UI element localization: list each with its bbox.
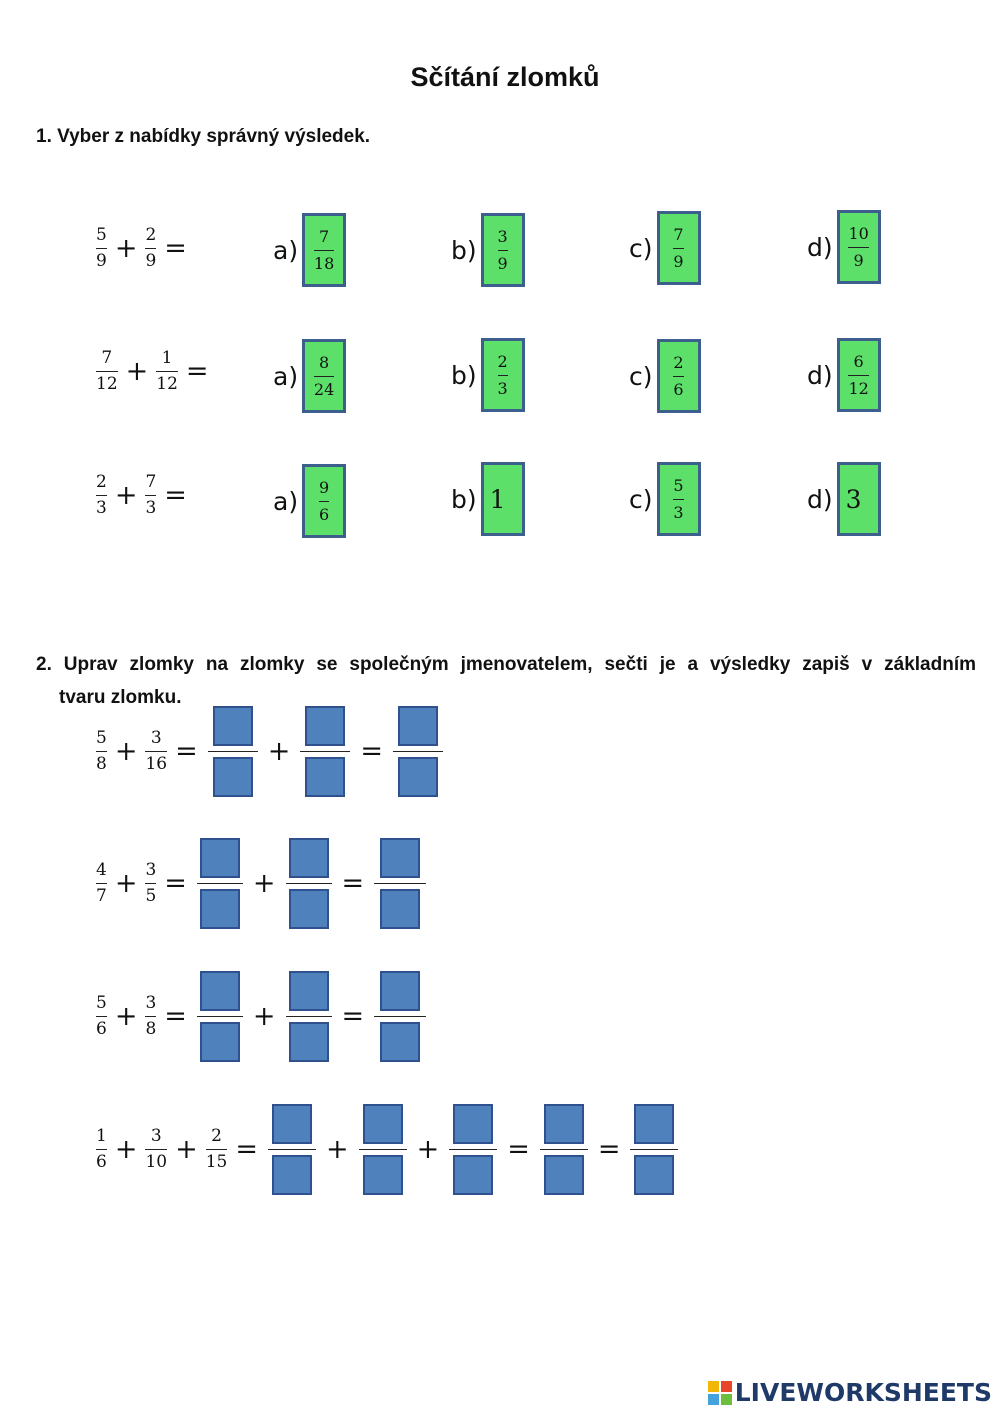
plus-sign: + [416,1134,440,1165]
equals-sign: = [360,736,383,767]
fraction [94,729,109,774]
numerator: 2 [96,472,107,492]
numerator: 6 [853,351,864,371]
numerator: 8 [318,352,330,372]
denominator-input[interactable] [200,889,240,929]
equals-sign: = [175,736,198,767]
denominator: 16 [145,754,168,774]
denominator: 3 [145,498,157,518]
denominator-input[interactable] [380,889,420,929]
numerator-input[interactable] [453,1104,493,1144]
answer-option-box[interactable] [481,213,525,287]
option-2d[interactable] [807,338,881,412]
option-label: c) [629,484,653,514]
numerator: 2 [211,1126,222,1146]
numerator-input[interactable] [363,1104,403,1144]
equals-sign: = [235,1134,258,1165]
task2-equation-4 [94,1104,682,1195]
answer-option-box[interactable] [302,464,346,538]
numerator-input[interactable] [200,971,240,1011]
numerator: 3 [145,860,157,880]
plus-sign: + [175,1134,198,1165]
option-label: c) [629,361,653,391]
numerator: 5 [673,475,684,495]
answer-fraction [197,838,243,929]
plus-sign: + [114,736,138,767]
numerator: 5 [96,993,107,1013]
plus-sign: + [125,356,149,387]
option-label: b) [451,360,477,390]
denominator: 10 [145,1152,168,1172]
denominator-input[interactable] [305,757,345,797]
answer-option-box[interactable] [837,462,881,536]
numerator: 2 [673,352,684,372]
denominator: 24 [313,379,335,399]
option-label: b) [451,235,477,265]
denominator-input[interactable] [289,1022,329,1062]
answer-option-box[interactable] [657,462,701,536]
numerator: 2 [145,225,157,245]
denominator: 8 [96,754,107,774]
option-3d[interactable] [807,462,881,536]
fraction [143,226,158,271]
plus-sign: + [114,233,138,264]
answer-fraction [540,1104,588,1195]
denominator-input[interactable] [453,1155,493,1195]
equals-sign: = [164,233,187,264]
numerator-input[interactable] [200,838,240,878]
answer-option-box[interactable] [657,339,701,413]
plus-sign: + [325,1134,349,1165]
fraction [94,994,109,1039]
numerator: 9 [318,477,330,497]
numerator-input[interactable] [544,1104,584,1144]
fraction [143,1127,169,1172]
denominator: 15 [205,1152,228,1172]
fraction [154,349,180,394]
answer-option-box[interactable] [657,211,701,285]
option-label: b) [451,484,477,514]
plus-sign: + [267,736,291,767]
whole-number: 3 [845,484,862,514]
denominator: 6 [96,1152,107,1172]
fraction [94,861,109,906]
task2-equation-3 [94,971,430,1062]
task2-equation-2 [94,838,430,929]
plus-sign: + [114,480,138,511]
answer-fraction [286,971,332,1062]
numerator-input[interactable] [289,971,329,1011]
option-1c[interactable] [629,211,701,285]
denominator: 9 [145,251,157,271]
answer-option-box[interactable] [837,210,881,284]
equals-sign: = [164,868,187,899]
denominator: 12 [156,374,178,394]
denominator: 8 [145,1019,157,1039]
answer-fraction [359,1104,407,1195]
numerator-input[interactable] [213,706,253,746]
equals-sign: = [164,480,187,511]
option-label: a) [273,486,299,516]
denominator-input[interactable] [544,1155,584,1195]
equals-sign: = [341,868,365,899]
page-title: Sčítání zlomků [410,62,600,92]
equals-sign: = [597,1134,621,1165]
numerator: 3 [150,728,162,748]
option-2a[interactable] [273,339,346,413]
numerator: 5 [96,225,107,245]
fraction [94,226,109,271]
task2-instruction [36,648,976,714]
fraction [143,473,158,518]
plus-sign: + [114,868,138,899]
answer-option-box[interactable] [481,338,525,412]
result-fraction [374,971,426,1062]
option-3c[interactable] [629,462,701,536]
denominator: 9 [96,251,107,271]
denominator: 12 [848,378,869,398]
fraction [94,349,120,394]
denominator: 3 [497,378,508,398]
numerator: 10 [848,223,869,243]
task1-equation-2 [94,349,215,394]
option-label: a) [273,235,299,265]
option-label: d) [807,360,833,390]
answer-fraction [197,971,243,1062]
numerator-input[interactable] [380,838,420,878]
answer-option-box[interactable] [481,462,525,536]
logo-icon [708,1381,732,1405]
denominator: 3 [673,502,684,522]
plus-sign: + [114,1134,138,1165]
fraction [143,861,158,906]
whole-number: 1 [489,484,506,514]
task2-instruction-line2: tvaru zlomku. [59,687,182,708]
numerator: 5 [96,728,107,748]
numerator-input[interactable] [272,1104,312,1144]
logo-text: LIVEWORKSHEETS [734,1378,992,1407]
equals-sign: = [164,1001,187,1032]
liveworksheets-logo [708,1378,992,1407]
answer-fraction [208,706,258,797]
answer-option-box[interactable] [302,213,346,287]
equals-sign: = [341,1001,365,1032]
answer-fraction [449,1104,497,1195]
task2-equation-1 [94,706,447,797]
numerator: 7 [101,348,113,368]
denominator-input[interactable] [363,1155,403,1195]
denominator: 9 [673,251,684,271]
fraction [143,994,158,1039]
plus-sign: + [252,868,276,899]
task1-equation-3 [94,473,193,518]
denominator-input[interactable] [213,757,253,797]
task2-instruction-line1: 2. Uprav zlomky na zlomky se společným jmenovatelem, sečti je a výsledky zapiš v základním [36,654,976,675]
denominator: 3 [96,498,107,518]
denominator: 7 [96,886,107,906]
numerator-input[interactable] [380,971,420,1011]
answer-fraction [268,1104,316,1195]
numerator: 7 [145,472,157,492]
numerator: 3 [150,1126,162,1146]
numerator: 4 [96,860,107,880]
numerator: 7 [673,224,684,244]
equals-sign: = [185,356,209,387]
numerator-input[interactable] [305,706,345,746]
option-label: d) [807,484,833,514]
option-label: c) [629,233,653,263]
plus-sign: + [252,1001,276,1032]
result-fraction [630,1104,678,1195]
denominator: 9 [853,250,864,270]
option-label: d) [807,232,833,262]
denominator: 6 [318,504,330,524]
option-3b[interactable] [451,462,525,536]
numerator: 1 [161,348,173,368]
fraction [143,729,169,774]
result-fraction [393,706,443,797]
numerator-input[interactable] [634,1104,674,1144]
denominator: 9 [497,253,508,273]
answer-option-box[interactable] [302,339,346,413]
denominator-input[interactable] [289,889,329,929]
option-1a[interactable] [273,213,346,287]
numerator-input[interactable] [289,838,329,878]
fraction [94,473,109,518]
answer-fraction [286,838,332,929]
answer-fraction [300,706,350,797]
answer-option-box[interactable] [837,338,881,412]
denominator-input[interactable] [272,1155,312,1195]
denominator-input[interactable] [398,757,438,797]
option-1b[interactable] [451,213,525,287]
task1-instruction: 1. Vyber z nabídky správný výsledek. [36,126,371,147]
numerator: 3 [497,226,508,246]
denominator: 6 [96,1019,107,1039]
numerator: 3 [145,993,157,1013]
plus-sign: + [114,1001,138,1032]
option-2b[interactable] [451,338,525,412]
denominator-input[interactable] [634,1155,674,1195]
fraction [204,1127,230,1172]
task1-equation-1 [94,226,193,271]
denominator-input[interactable] [380,1022,420,1062]
numerator: 1 [96,1126,107,1146]
denominator: 12 [96,374,118,394]
numerator-input[interactable] [398,706,438,746]
equals-sign: = [507,1134,530,1165]
denominator: 18 [313,253,335,273]
denominator: 6 [673,379,684,399]
denominator-input[interactable] [200,1022,240,1062]
numerator: 2 [497,351,508,371]
option-label: a) [273,361,299,391]
numerator: 7 [318,226,330,246]
option-1d[interactable] [807,210,881,284]
option-3a[interactable] [273,464,346,538]
option-2c[interactable] [629,339,701,413]
denominator: 5 [145,886,157,906]
result-fraction [374,838,426,929]
fraction [94,1127,109,1172]
